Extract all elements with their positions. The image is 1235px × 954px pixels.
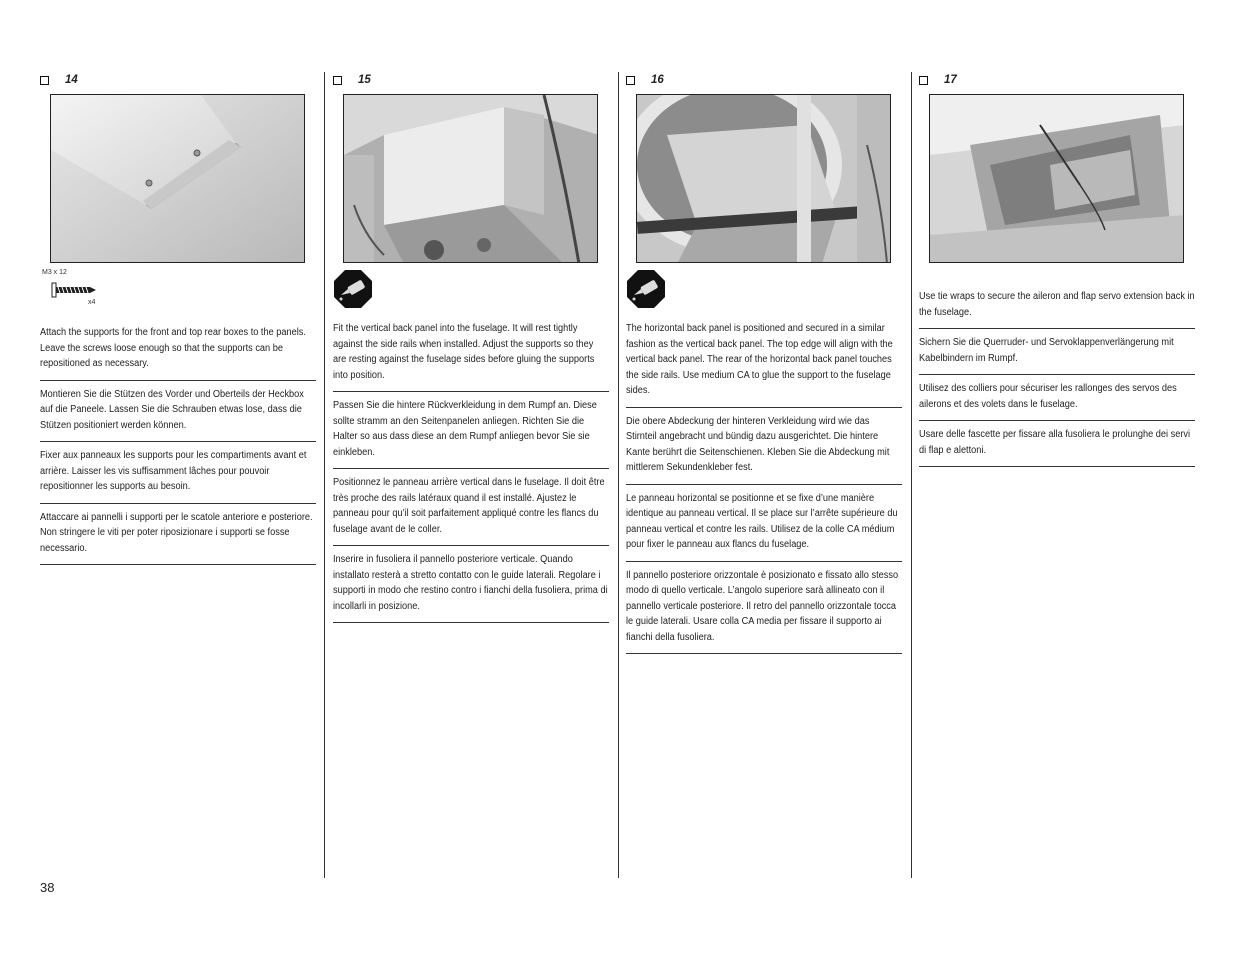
step-text: [333, 315, 610, 623]
paragraph-de: Passen Sie die hintere Rückverkleidung in dem Rumpf an. Diese sollte stramm an den Seitenpanelen anliegen. Richten Sie die Halter so aus dass diese an dem Rumpf anliegen bevor Sie sie einkleben.: [333, 392, 609, 469]
column-divider: [911, 72, 912, 878]
paragraph-it: Attaccare ai pannelli i supporti per le scatole anteriore e posteriore. Non stringere le viti per poter riposizionare i supporti se fosse necessario.: [40, 504, 316, 566]
step-checkbox[interactable]: [40, 76, 49, 85]
step-number: 17: [944, 74, 957, 86]
paragraph-fr: Utilisez des colliers pour sécuriser les rallonges des servos des ailerons et des volets dans le fuselage.: [919, 375, 1195, 421]
step-photo: [343, 94, 598, 263]
fuselage-photo: [344, 95, 598, 263]
step-number: 15: [358, 74, 371, 86]
step-header: [333, 70, 610, 90]
fuselage-photo: [637, 95, 891, 263]
step-text: [626, 315, 903, 654]
paragraph-en: The horizontal back panel is positioned and secured in a similar fashion as the vertical back panel. The top edge will align with the vertical back panel. The rear of the horizontal back panel touches the side rails. Use medium CA to glue the support to the fuselage sides.: [626, 315, 902, 408]
paragraph-it: Usare delle fascette per fissare alla fusoliera le prolunghe dei servi di flap e alettoni.: [919, 421, 1195, 467]
paragraph-fr: Positionnez le panneau arrière vertical dans le fuselage. Il doit être très proche des rails latéraux quand il est installé. Ajustez le panneau pour qu’il soit parfaitement appliqué contre les flancs du fuselage avant de le coller.: [333, 469, 609, 546]
paragraph-de: Die obere Abdeckung der hinteren Verkleidung wird wie das Stirnteil angebracht und bündig dazu ausgerichtet. Die hintere Kante berührt die Seitenschienen. Kleben Sie die Abdeckung mit mittlerem Sekundenkleber fest.: [626, 408, 902, 485]
ca-glue-icon: [626, 269, 666, 309]
page-number: 38: [40, 880, 55, 895]
column-divider: [618, 72, 619, 878]
step-checkbox[interactable]: [333, 76, 342, 85]
paragraph-it: Inserire in fusoliera il pannello posteriore verticale. Quando installato resterà a stretto contatto con le guide laterali. Regolare i supporti in modo che restino contro i fianchi della fusoliera, prima di incollarli in posizione.: [333, 546, 609, 623]
panel-photo: [51, 95, 305, 263]
step-header: [919, 70, 1196, 90]
step-checkbox[interactable]: [626, 76, 635, 85]
paragraph-en: Fit the vertical back panel into the fuselage. It will rest tightly against the side rails when installed. Adjust the supports so they are resting against the fuselage sides before gluing the supports into position.: [333, 315, 609, 392]
step-16: [626, 70, 903, 654]
step-photo: [50, 94, 305, 263]
step-text: [40, 319, 317, 565]
step-checkbox[interactable]: [919, 76, 928, 85]
step-17: [919, 70, 1196, 467]
paragraph-en: Attach the supports for the front and top rear boxes to the panels. Leave the screws loose enough so that the supports can be repositioned as necessary.: [40, 319, 316, 381]
hardware-quantity: x4: [88, 299, 96, 306]
step-header: [40, 70, 317, 90]
paragraph-it: Il pannello posteriore orizzontale è posizionato e fissato allo stesso modo di quello verticale. L’angolo superiore sarà allineato con il pannello verticale posteriore. Il retro del pannello orizzontale tocca le guide laterali. Usare colla CA media per fissare il supporto ai fianchi della fusoliera.: [626, 562, 902, 655]
hardware-callout: [40, 269, 317, 309]
column-divider: [324, 72, 325, 878]
step-number: 14: [65, 74, 78, 86]
paragraph-fr: Le panneau horizontal se positionne et se fixe d’une manière identique au panneau vertical. Il se place sur l’arrête supérieure du panneau vertical et contre les rails. Utilisez de la colle CA médium pour fixer le panneau aux flancs du fuselage.: [626, 485, 902, 562]
paragraph-en: Use tie wraps to secure the aileron and flap servo extension back in the fuselage.: [919, 283, 1195, 329]
step-photo: [636, 94, 891, 263]
paragraph-fr: Fixer aux panneaux les supports pour les compartiments avant et arrière. Laisser les vis suffisamment lâches pour pouvoir repositionner les supports au besoin.: [40, 442, 316, 504]
paragraph-de: Montieren Sie die Stützen des Vorder und Oberteils der Heckbox auf die Paneele. Lassen Sie die Schrauben etwas lose, dass die Stützen positioniert werden können.: [40, 381, 316, 443]
screw-icon: [50, 281, 110, 301]
paragraph-de: Sichern Sie die Querruder- und Servoklappenverlängerung mit Kabelbindern im Rumpf.: [919, 329, 1195, 375]
step-header: [626, 70, 903, 90]
ca-glue-icon: [333, 269, 373, 309]
step-photo: [929, 94, 1184, 263]
step-14: [40, 70, 317, 565]
hardware-label: M3 x 12: [42, 269, 67, 276]
step-number: 16: [651, 74, 664, 86]
fuselage-photo: [930, 95, 1184, 263]
step-15: [333, 70, 610, 623]
step-text: [919, 283, 1196, 467]
